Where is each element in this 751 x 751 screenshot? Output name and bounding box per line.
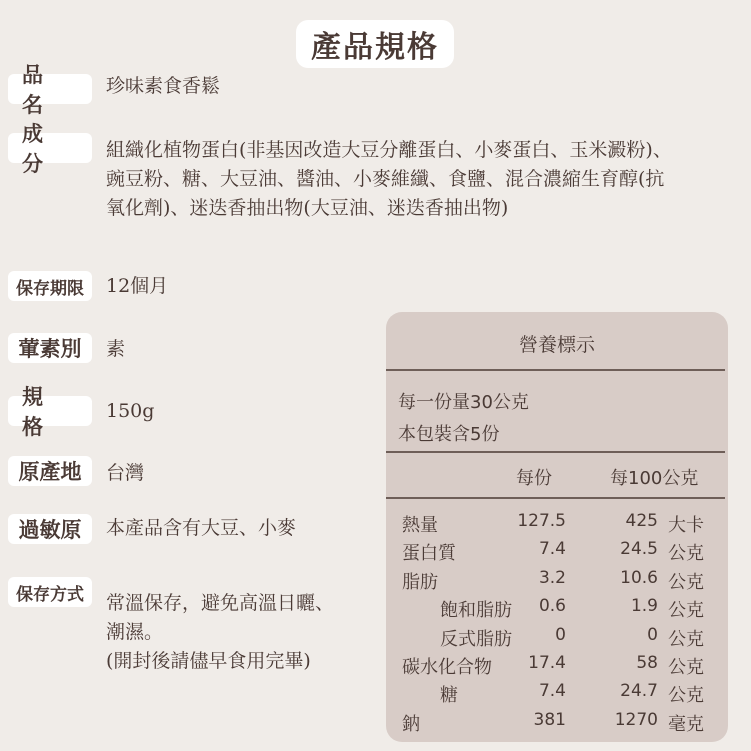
nutrition-servings: 本包裝含5份 <box>398 424 500 445</box>
label-diet-type: 葷素別 <box>8 333 92 363</box>
page-title: 產品規格 <box>296 20 454 68</box>
nutrition-row-per-serving: 0.6 <box>538 596 566 617</box>
label-size: 規 格 <box>8 396 92 426</box>
nutrition-row-per-100g: 0 <box>647 624 658 645</box>
nutrition-row-name: 熱量 <box>402 515 438 536</box>
nutrition-row-name: 脂肪 <box>402 571 438 593</box>
value-shelf-life: 12個月 <box>106 275 169 297</box>
label-storage: 保存方式 <box>8 577 92 607</box>
value-storage-line-2: 潮濕。 <box>106 621 164 643</box>
value-ingredients-line-3: 氧化劑)、迷迭香抽出物(大豆油、迷迭香抽出物) <box>106 197 509 219</box>
nutrition-row-name: 蛋白質 <box>402 543 456 565</box>
value-product-name: 珍味素食香鬆 <box>106 75 221 97</box>
nutrition-row-unit: 公克 <box>668 685 704 707</box>
nutrition-row-per-100g: 58 <box>636 653 658 673</box>
nutrition-row-name: 鈉 <box>402 713 420 735</box>
nutrition-row-per-serving: 127.5 <box>517 511 566 531</box>
label-shelf-life: 保存期限 <box>8 271 92 301</box>
value-diet-type: 素 <box>106 338 126 360</box>
nutrition-col-per-serving: 每份 <box>516 468 552 489</box>
nutrition-row-name: 飽和脂肪 <box>440 600 512 622</box>
nutrition-row-per-100g: 425 <box>625 511 658 531</box>
nutrition-row-per-serving: 17.4 <box>528 653 566 673</box>
nutrition-divider <box>386 369 725 371</box>
value-storage-line-1: 常溫保存，避免高溫日曬、 <box>106 592 335 614</box>
value-size: 150g <box>106 400 155 422</box>
nutrition-row-per-serving: 3.2 <box>538 567 566 588</box>
nutrition-row-per-100g: 1270 <box>614 709 658 730</box>
nutrition-row-unit: 公克 <box>668 600 704 622</box>
nutrition-row-unit: 毫克 <box>668 713 704 735</box>
nutrition-row-per-serving: 7.4 <box>538 681 566 702</box>
nutrition-row-name: 反式脂肪 <box>440 628 512 650</box>
nutrition-row-per-100g: 24.5 <box>620 539 658 560</box>
nutrition-row-per-serving: 0 <box>555 624 566 645</box>
nutrition-col-per-100g: 每100公克 <box>610 468 699 489</box>
nutrition-serving-size: 每一份量30公克 <box>398 392 529 413</box>
nutrition-row-per-100g: 10.6 <box>620 567 658 588</box>
nutrition-divider <box>386 497 725 499</box>
value-ingredients-line-1: 組織化植物蛋白(非基因改造大豆分離蛋白、小麥蛋白、玉米澱粉)、 <box>106 139 672 161</box>
nutrition-row-unit: 大卡 <box>668 515 704 536</box>
nutrition-row-name: 碳水化合物 <box>402 657 492 678</box>
label-ingredients: 成 分 <box>8 133 92 163</box>
nutrition-row-per-100g: 24.7 <box>620 681 658 702</box>
nutrition-row-unit: 公克 <box>668 628 704 650</box>
label-allergens: 過敏原 <box>8 514 92 544</box>
nutrition-panel <box>386 312 728 742</box>
nutrition-divider <box>386 451 725 453</box>
nutrition-row-per-100g: 1.9 <box>630 596 658 617</box>
value-ingredients-line-2: 豌豆粉、糖、大豆油、醬油、小麥維纖、食鹽、混合濃縮生育醇(抗 <box>106 168 665 190</box>
nutrition-title: 營養標示 <box>518 334 595 356</box>
nutrition-row-unit: 公克 <box>668 543 704 565</box>
label-origin: 原產地 <box>8 456 92 486</box>
nutrition-row-per-serving: 7.4 <box>538 539 566 560</box>
value-storage-line-3: (開封後請儘早食用完畢) <box>106 650 311 672</box>
value-allergens: 本產品含有大豆、小麥 <box>106 517 297 539</box>
label-product-name: 品 名 <box>8 74 92 104</box>
value-origin: 台灣 <box>106 462 145 484</box>
nutrition-row-name: 糖 <box>440 685 458 707</box>
nutrition-row-unit: 公克 <box>668 657 704 678</box>
nutrition-row-per-serving: 381 <box>533 709 566 730</box>
nutrition-row-unit: 公克 <box>668 571 704 593</box>
